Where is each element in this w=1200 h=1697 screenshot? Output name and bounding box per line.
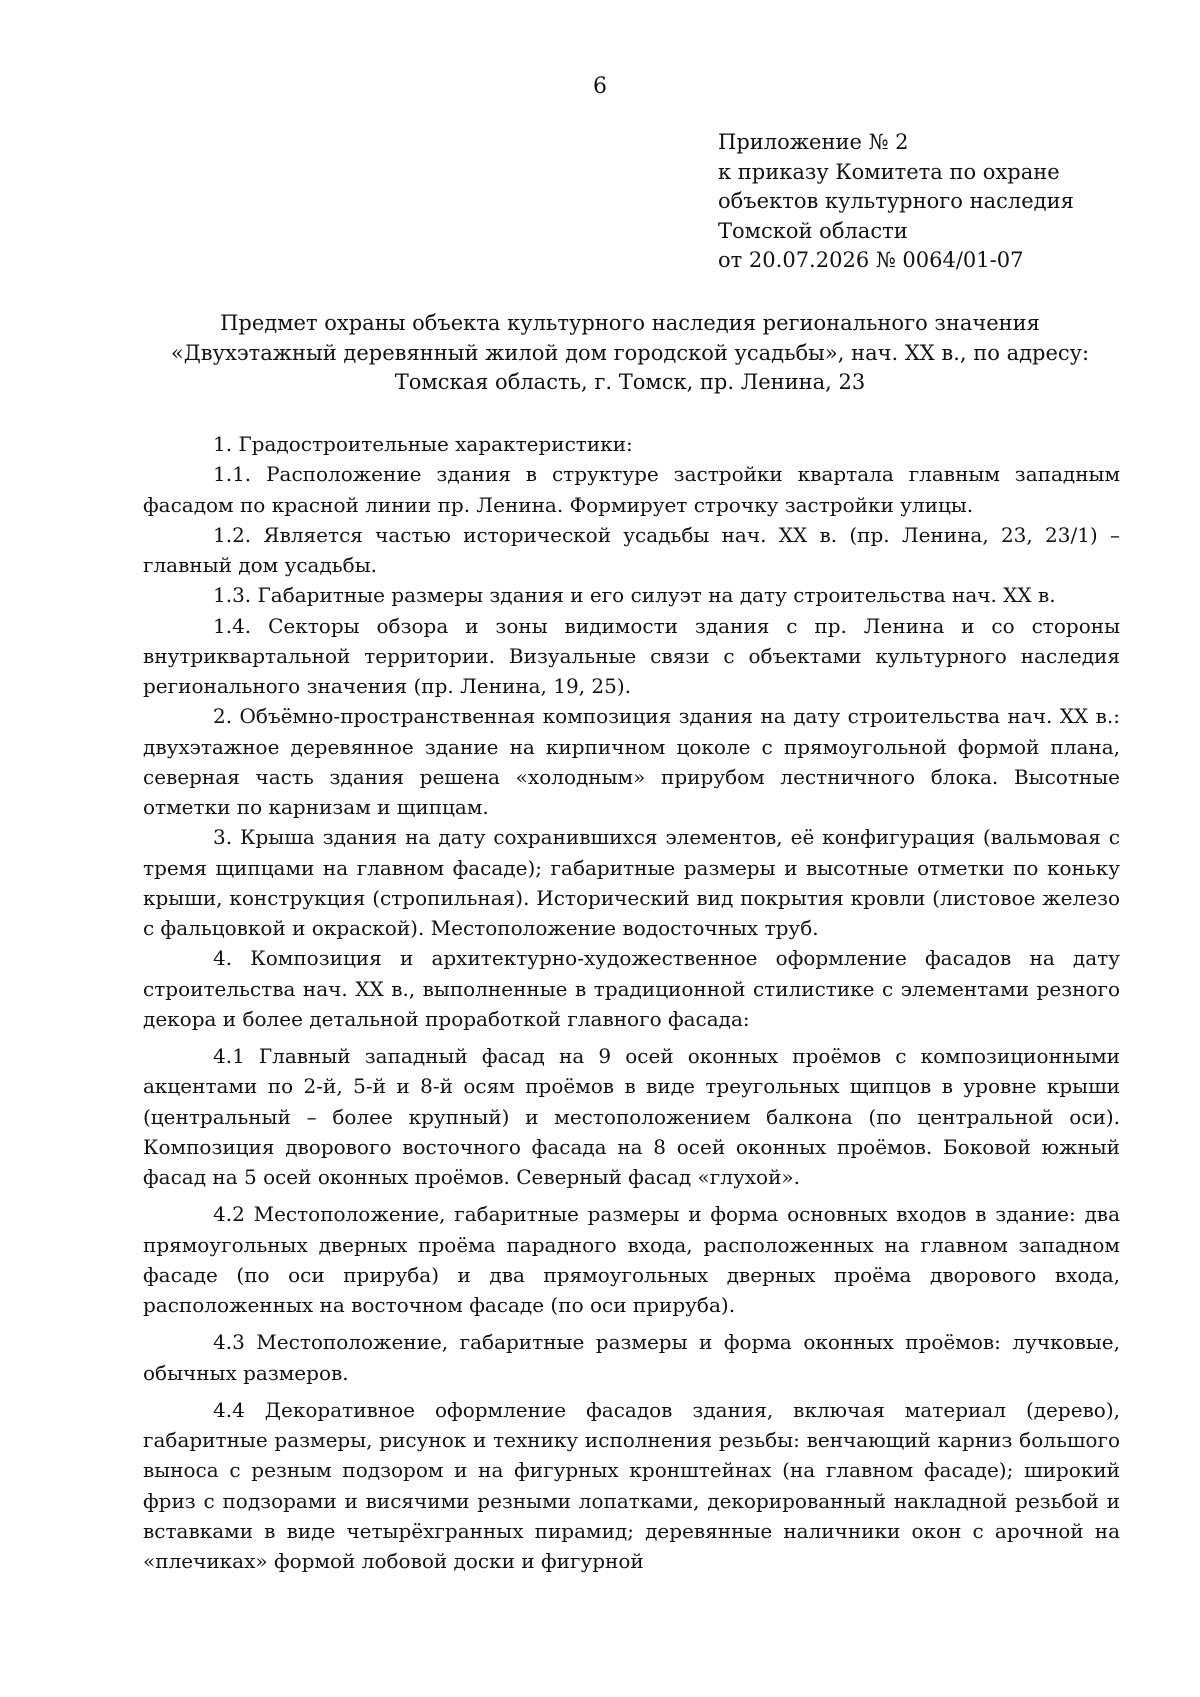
appendix-header — [718, 128, 1158, 276]
paragraph-1-2: 1.2. Является частью исторической усадьбы нач. XX в. (пр. Ленина, 23, 23/1) – главный дом усадьбы. — [143, 522, 1120, 577]
paragraph-4-4: 4.4 Декоративное оформление фасадов здания, включая материал (дерево), габаритные размеры, рисунок и технику исполнения резьбы: венчающий карниз большого выноса с резным подзором и на фигурных кронштейнах (на главном фасаде); широкий фриз с подзорами и висячими резными лопатками, декорированный накладной резьбой и вставками в виде четырёхгранных пирамид; деревянные наличники окон с арочной на «плечиках» формой лобовой доски и фигурной — [143, 1397, 1120, 1573]
title-line: «Двухэтажный деревянный жилой дом городской усадьбы», нач. XX в., по адресу: — [170, 340, 1090, 365]
title-line: Томская область, г. Томск, пр. Ленина, 23 — [394, 370, 866, 394]
appendix-line: объектов культурного наследия — [718, 189, 1074, 213]
paragraph-4-1: 4.1 Главный западный фасад на 9 осей оконных проёмов с композиционными акцентами по 2-й, 5-й и 8-й осям проёмов в виде треугольных щипцов в уровне крыши (центральный – более крупный) и местоположением балкона (по центральной оси). Композиция дворового восточного фасада на 8 осей оконных проёмов. Боковой южный фасад на 5 осей оконных проёмов. Северный фасад «глухой». — [143, 1044, 1120, 1189]
paragraph-2: 2. Объёмно-пространственная композиция здания на дату строительства нач. XX в.: двухэтажное деревянное здание на кирпичном цоколе с прямоугольной формой плана, северная часть здания решена «холодным» прирубом лестничного блока. Высотные отметки по карнизам и щипцам. — [143, 704, 1120, 819]
paragraph-1-4: 1.4. Секторы обзора и зоны видимости здания с пр. Ленина и со стороны внутриквартальной территории. Визуальные связи с объектами культурного наследия регионального значения (пр. Ленина, 19, 25). — [143, 613, 1120, 698]
title-line: Предмет охраны объекта культурного наследия регионального значения — [220, 311, 1040, 335]
appendix-line: Приложение № 2 — [718, 130, 909, 154]
paragraph-1: 1. Градостроительные характеристики: — [213, 432, 633, 456]
appendix-line: к приказу Комитета по охране — [718, 159, 1060, 184]
paragraph-3: 3. Крыша здания на дату сохранившихся элементов, её конфигурация (вальмовая с тремя щипцами на главном фасаде); габаритные размеры и высотные отметки по коньку крыши, конструкция (стропильная). Исторический вид покрытия кровли (листовое железо с фальцовкой и окраской). Местоположение водосточных труб. — [143, 825, 1120, 940]
paragraph-4-2: 4.2 Местоположение, габаритные размеры и форма основных входов в здание: два прямоугольных дверных проёма парадного входа, расположенных на главном западном фасаде (по оси прируба) и два прямоугольных дверных проёма дворового входа, расположенных на восточном фасаде (по оси прируба). — [143, 1202, 1120, 1317]
appendix-line: Томской области — [718, 218, 908, 243]
document-body — [143, 429, 1120, 1576]
document-title — [140, 309, 1120, 398]
paragraph-4-3: 4.3 Местоположение, габаритные размеры и форма оконных проёмов: лучковые, обычных размеров. — [143, 1330, 1120, 1385]
appendix-line: от 20.07.2026 № 0064/01-07 — [718, 248, 1024, 272]
page-number: 6 — [593, 74, 607, 99]
paragraph-4: 4. Композиция и архитектурно-художественное оформление фасадов на дату строительства нач. XX в., выполненные в традиционной стилистике с элементами резного декора и более детальной проработкой главного фасада: — [143, 946, 1120, 1031]
paragraph-1-3: 1.3. Габаритные размеры здания и его силуэт на дату строительства нач. XX в. — [213, 583, 1056, 608]
paragraph-1-1: 1.1. Расположение здания в структуре застройки квартала главным западным фасадом по красной линии пр. Ленина. Формирует строчку застройки улицы. — [143, 462, 1120, 517]
